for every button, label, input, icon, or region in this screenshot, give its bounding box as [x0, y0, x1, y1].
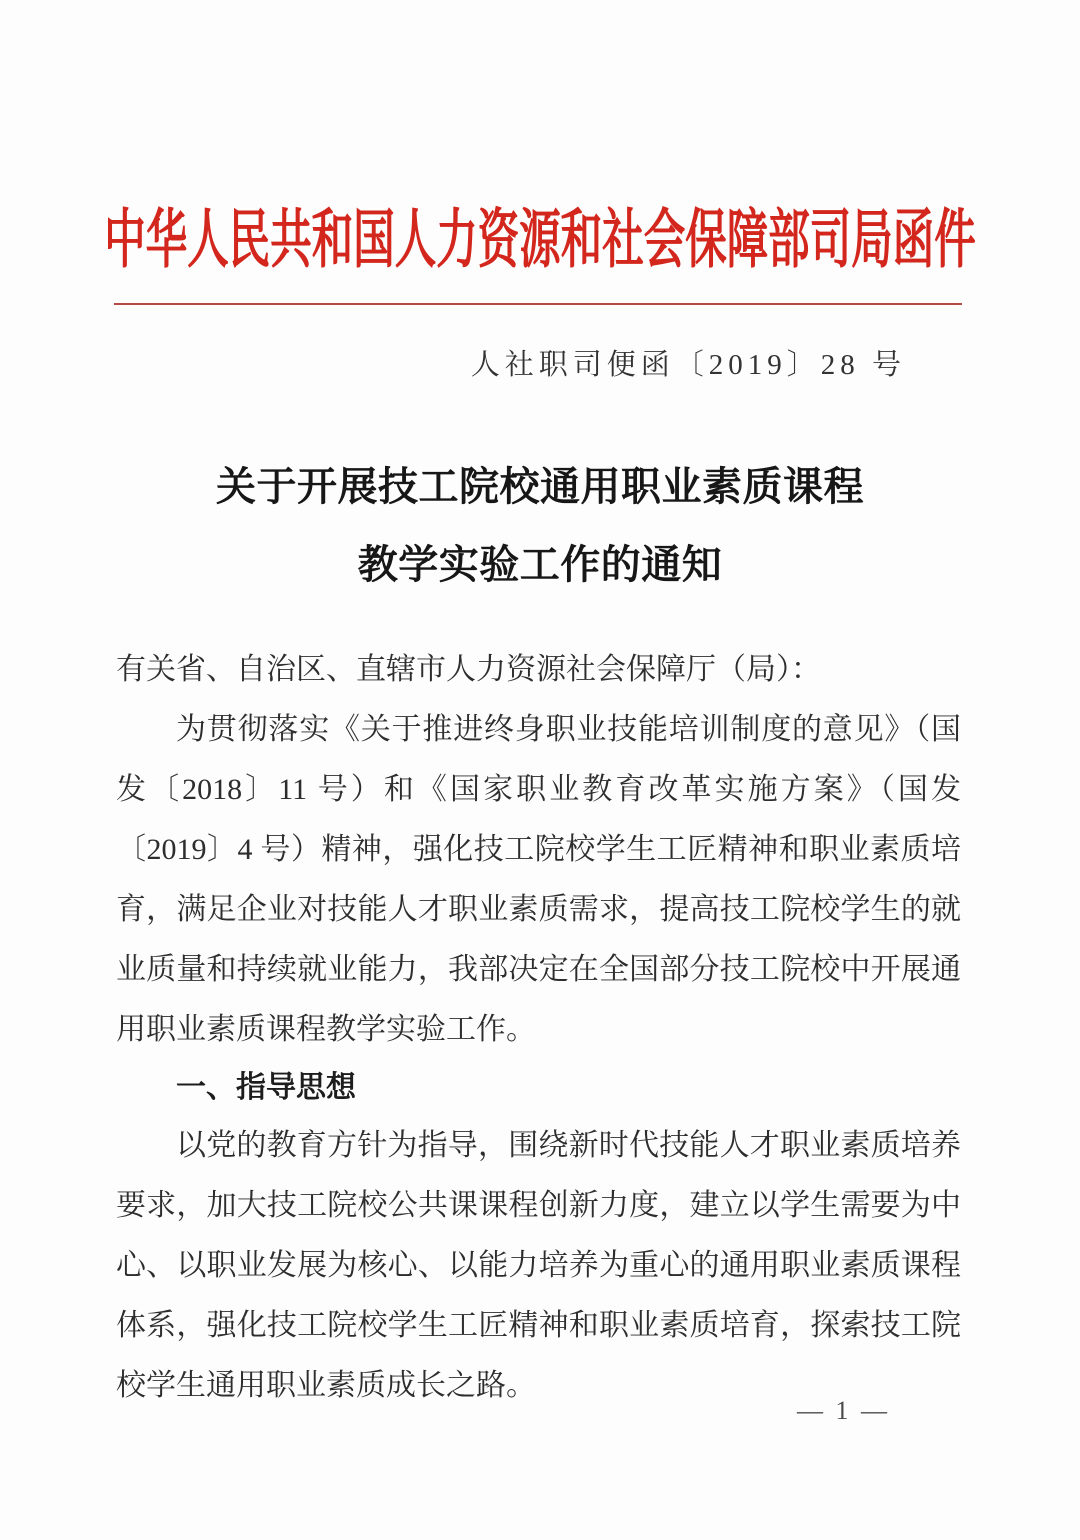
document-title: [0, 448, 1080, 604]
body-line: 发〔2018〕11 号）和《国家职业教育改革实施方案》（国发: [116, 773, 961, 806]
body-line: 〔2019〕4 号）精神，强化技工院校学生工匠精神和职业素质培: [116, 833, 961, 866]
salutation: 有关省、自治区、直辖市人力资源社会保障厅（局）：: [116, 653, 821, 686]
section-heading: 一、指导思想: [176, 1071, 356, 1104]
body-line: 校学生通用职业素质成长之路。: [116, 1369, 536, 1402]
body-line: 业质量和持续就业能力，我部决定在全国部分技工院校中开展通: [116, 953, 961, 986]
document-title-line2: 教学实验工作的通知: [357, 542, 723, 587]
letterhead-title: 中华人民共和国人力资源和社会保障部司局函件: [104, 204, 976, 276]
body-line: 育，满足企业对技能人才职业素质需求，提高技工院校学生的就: [116, 893, 961, 926]
document-title-line1: 关于开展技工院校通用职业素质课程: [216, 464, 864, 509]
page-number: — 1 —: [797, 1396, 890, 1425]
document-number: 人社职司便函〔2019〕28 号: [470, 349, 906, 381]
body-line: 以党的教育方针为指导，围绕新时代技能人才职业素质培养: [176, 1129, 961, 1162]
document-body: [116, 640, 961, 1416]
letterhead: [0, 204, 1080, 278]
body-line: 要求，加大技工院校公共课课程创新力度，建立以学生需要为中: [116, 1189, 961, 1222]
red-divider: [114, 303, 962, 305]
body-line: 体系，强化技工院校学生工匠精神和职业素质培育，探索技工院: [116, 1309, 961, 1342]
body-line: 心、以职业发展为核心、以能力培养为重心的通用职业素质课程: [116, 1249, 961, 1282]
body-line: 用职业素质课程教学实验工作。: [116, 1013, 536, 1046]
body-line: 为贯彻落实《关于推进终身职业技能培训制度的意见》（国: [176, 713, 961, 746]
